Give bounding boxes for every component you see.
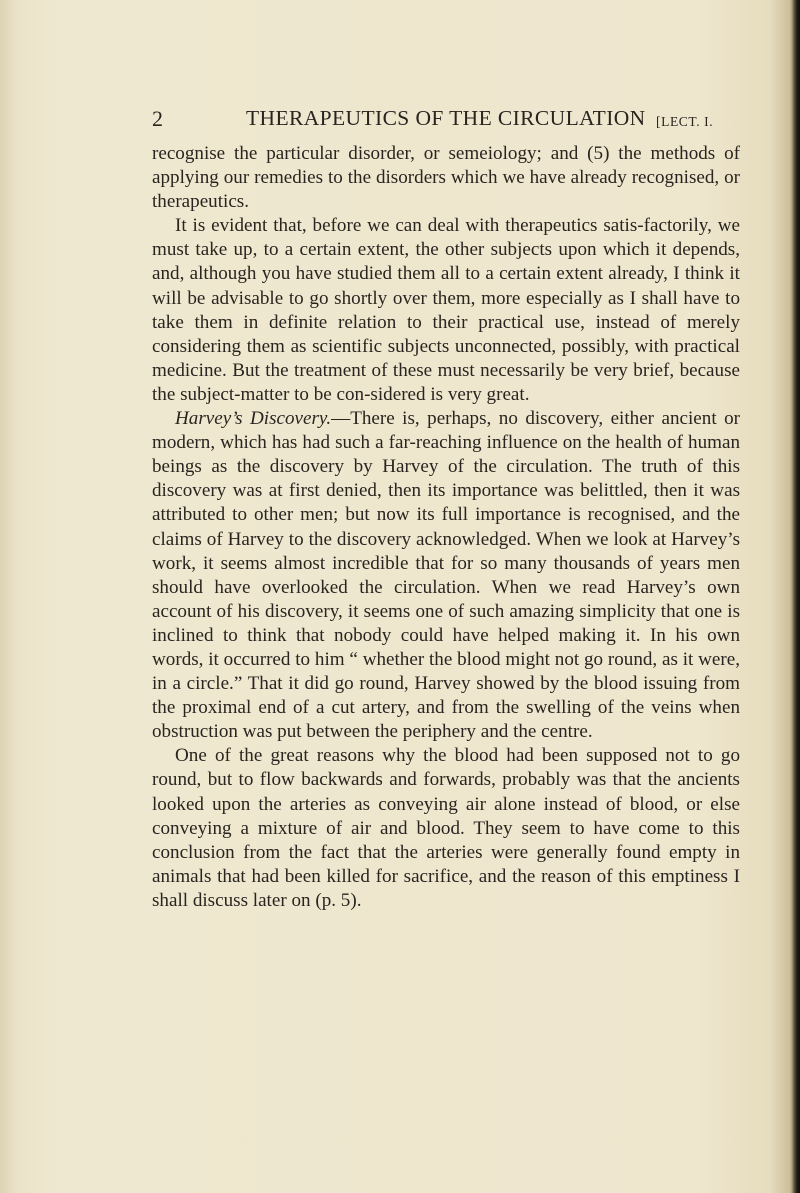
paragraph-text: —There is, perhaps, no discovery, either ancient or modern, which has had such a far-reaching influence on the health of human beings as the discovery by Harvey of the circulation. The truth of this discovery was at first denied, then its importance was belittled, then it was attributed to other men; but now its full importance is recognised, and the claims of Harvey to the discovery acknowledged. When we look at Harvey’s work, it seems almost incredible that for so many thousands of years men should have overlooked the circulation. When we read Harvey’s own account of his discovery, it seems one of such amazing simplicity that one is inclined to think that nobody could have helped making it. In his own words, it occurred to him “ whether the blood might not go round, as it were, in a circle.” That it did go round, Harvey showed by the blood issuing from the proximal end of a cut artery, and from the swelling of the veins when obstruction was put between the periphery and the centre. [152, 408, 740, 743]
paragraph: One of the great reasons why the blood had been supposed not to go round, but to flow backwards and forwards, probably was that the ancients looked upon the arteries as conveying air alone instead of blood, or else conveying a mixture of air and blood. They seem to have come to this conclusion from the fact that the arteries were generally found empty in animals that had been killed for sacrifice, and the reason of this emptiness I shall discuss later on (p. 5). [152, 745, 740, 911]
page-edge-shadow [790, 0, 800, 1193]
running-title: THERAPEUTICS OF THE CIRCULATION [246, 106, 646, 130]
paragraph [152, 407, 740, 744]
running-header [152, 106, 742, 136]
side-heading: Harvey’s Discovery. [175, 408, 332, 430]
paragraph: recognise the particular disorder, or semeiology; and (5) the methods of applying our remedies to the disorders which we have already recognised, or therapeutics. [152, 143, 740, 213]
page-number: 2 [152, 106, 163, 131]
body-text [152, 142, 740, 913]
paragraph: It is evident that, before we can deal with therapeutics satis-factorily, we must take up, to a certain extent, the other subjects upon which it depends, and, although you have studied them all to a certain extent already, I think it will be advisable to go shortly over them, more especially as I shall have to take them in definite relation to their practical use, instead of merely considering them as scientific subjects unconnected, possibly, with practical medicine. But the treatment of these must necessarily be very brief, because the subject-matter to be con-sidered is very great. [152, 215, 740, 405]
section-mark: [LECT. I. [656, 114, 714, 129]
